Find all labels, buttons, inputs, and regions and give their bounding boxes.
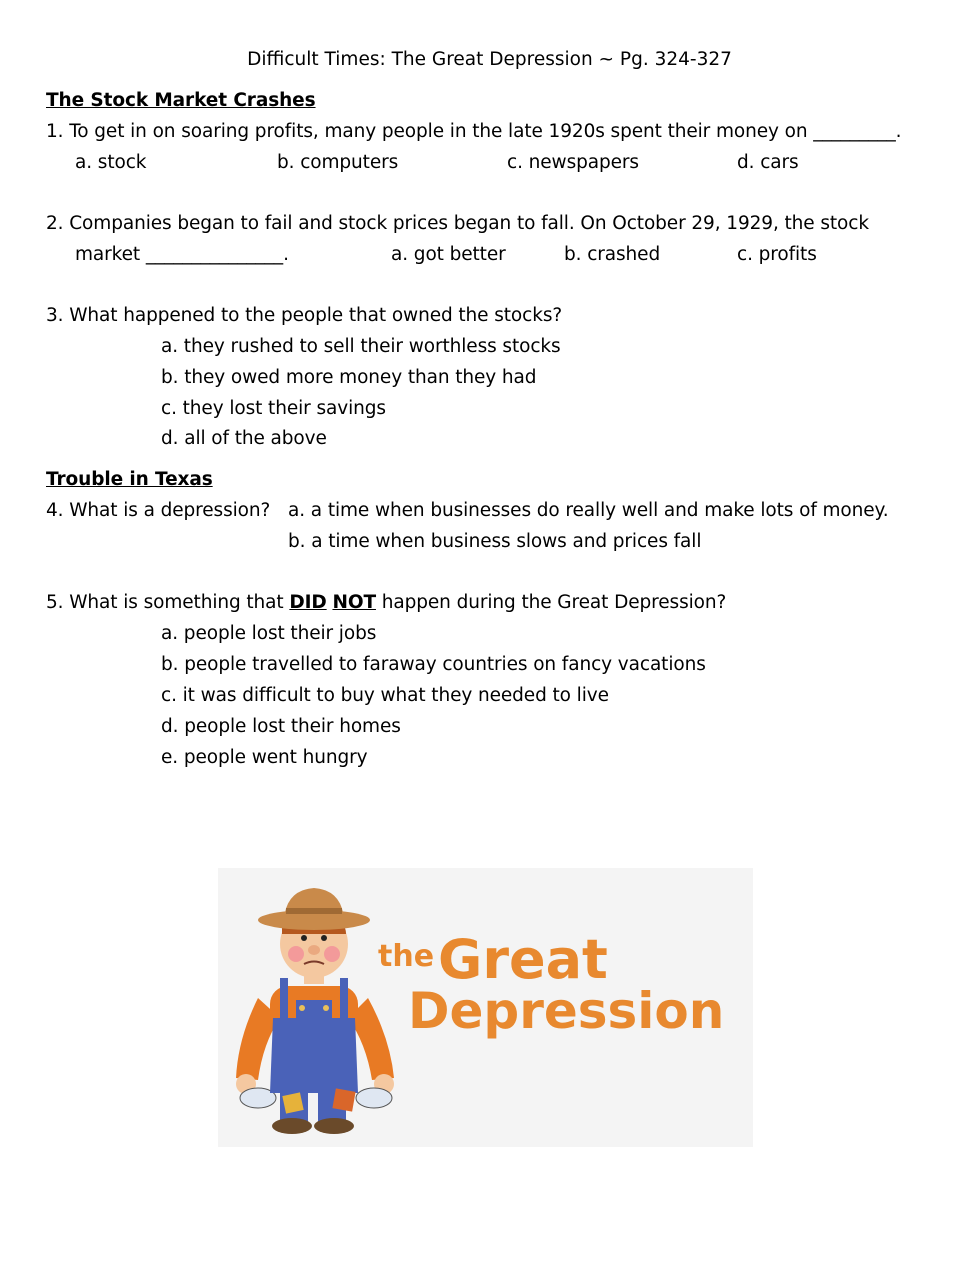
question-2-continued: market _______________. (75, 244, 289, 265)
q5-option-d: d. people lost their homes (161, 716, 401, 737)
logo-depression: Depression (408, 982, 725, 1040)
q1-option-b: b. computers (277, 152, 399, 173)
q1-option-a: a. stock (75, 152, 147, 173)
question-3: 3. What happened to the people that owned the stocks? (46, 305, 563, 326)
question-4: 4. What is a depression? (46, 500, 271, 521)
q3-option-a: a. they rushed to sell their worthless stocks (161, 336, 561, 357)
q5-option-b: b. people travelled to faraway countries on fancy vacations (161, 654, 706, 675)
q5-option-c: c. it was difficult to buy what they needed to live (161, 685, 609, 706)
great-depression-illustration (218, 868, 753, 1147)
q5-option-e: e. people went hungry (161, 747, 368, 768)
section-heading-stock-market: The Stock Market Crashes (46, 90, 316, 111)
farmer-clipart-icon (218, 868, 753, 1147)
q1-option-d: d. cars (737, 152, 799, 173)
page-title: Difficult Times: The Great Depression ~ Pg. 324-327 (247, 49, 732, 70)
section-heading-texas: Trouble in Texas (46, 469, 213, 490)
q2-option-c: c. profits (737, 244, 817, 265)
question-1: 1. To get in on soaring profits, many people in the late 1920s spent their money on _________. (46, 121, 902, 142)
logo-the: the (378, 939, 435, 974)
q4-option-a: a. a time when businesses do really well and make lots of money. (288, 500, 889, 521)
q1-option-c: c. newspapers (507, 152, 639, 173)
question-5-suffix: happen during the Great Depression? (375, 592, 727, 613)
q2-option-a: a. got better (391, 244, 506, 265)
logo-great: Great (438, 928, 608, 991)
emphasis-did: DID (289, 592, 327, 613)
emphasis-not: NOT (332, 592, 376, 613)
q3-option-d: d. all of the above (161, 428, 327, 449)
question-5 (46, 591, 726, 615)
question-5-prefix: 5. What is something that (46, 592, 290, 613)
q4-option-b: b. a time when business slows and prices fall (288, 531, 702, 552)
q3-option-b: b. they owed more money than they had (161, 367, 537, 388)
question-2: 2. Companies began to fail and stock prices began to fall. On October 29, 1929, the stock (46, 213, 869, 234)
q5-option-a: a. people lost their jobs (161, 623, 377, 644)
q2-option-b: b. crashed (564, 244, 661, 265)
q3-option-c: c. they lost their savings (161, 398, 386, 419)
